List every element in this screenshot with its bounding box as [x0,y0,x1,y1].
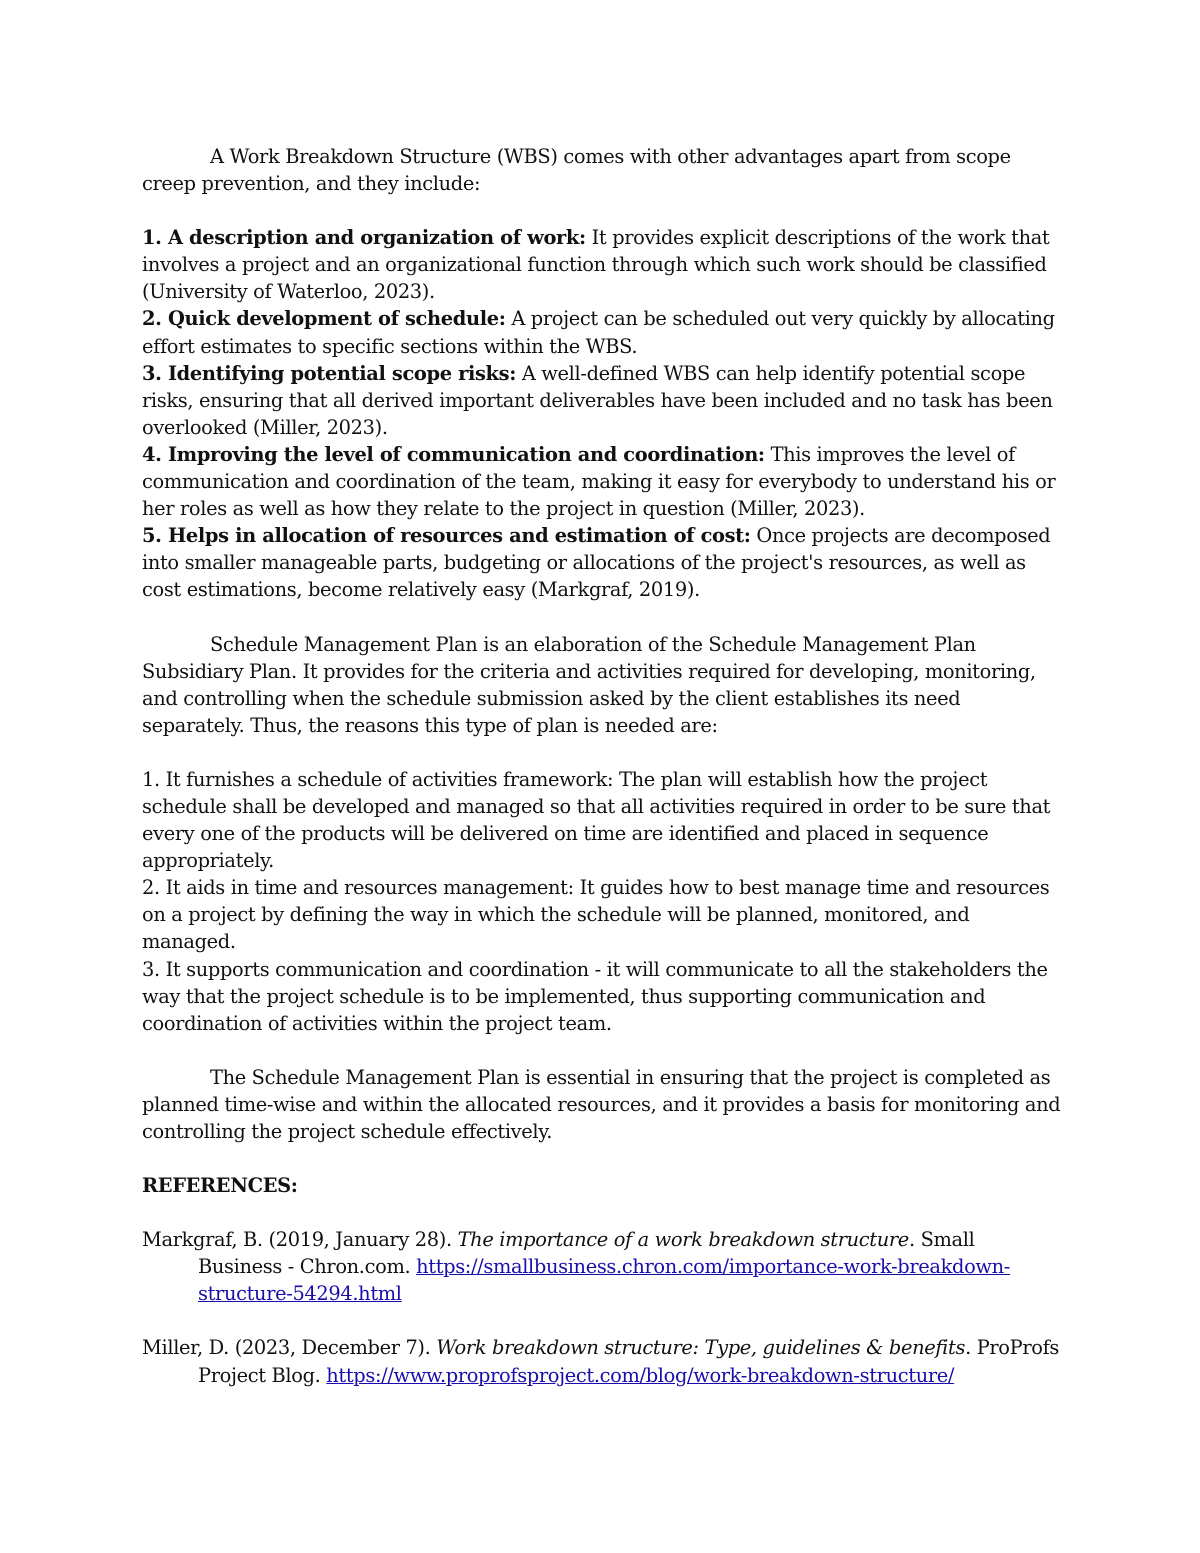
reference-source: . ProProfs Project Blog. [198,1336,1059,1387]
wbs-item-heading: 3. Identifying potential scope risks: [142,361,517,385]
wbs-item-text: Once projects are decomposed into smaller manageable parts, budgeting or allocations of the project's resources, as well as cost estimations, become relatively easy (Markgraf, 2019). [142,524,1051,602]
intro-paragraph: A Work Breakdown Structure (WBS) comes with other advantages apart from scope creep prevention, and they include: [142,145,1011,196]
schedule-plan-intro: Schedule Management Plan is an elaboration of the Schedule Management Plan Subsidiary Plan. It provides for the criteria and activities required for developing, monitoring, and controlling when the schedule submission asked by the client establishes its need separately. Thus, the reasons this type of plan is needed are: [142,632,1036,737]
wbs-item-heading: 4. Improving the level of communication and coordination: [142,442,765,466]
reference-link[interactable]: https://www.proprofsproject.com/blog/work-breakdown-structure/ [326,1363,955,1387]
conclusion-paragraph: The Schedule Management Plan is essential in ensuring that the project is completed as planned time-wise and within the allocated resources, and it provides a basis for monitoring and controlling the project schedule effectively. [142,1065,1061,1143]
wbs-item-text: A well-defined WBS can help identify potential scope risks, ensuring that all derived important deliverables have been included and no task has been overlooked (Miller, 2023). [142,361,1053,439]
reason-item: 2. It aids in time and resources management: It guides how to best manage time and resources on a project by defining the way in which the schedule will be planned, monitored, and managed. [142,876,1050,954]
wbs-item [142,360,1062,441]
wbs-item [142,224,1062,305]
spacer [142,1199,1062,1226]
wbs-item-heading: 2. Quick development of schedule: [142,307,506,331]
reference-title: Work breakdown structure: Type, guidelines & benefits [436,1336,966,1360]
reference-lead: Miller, D. (2023, December 7). [142,1336,437,1360]
reason-item: 3. It supports communication and coordination - it will communicate to all the stakeholders the way that the project schedule is to be implemented, thus supporting communication and coordination of activities within the project team. [142,957,1048,1035]
reason-item: 1. It furnishes a schedule of activities framework: The plan will establish how the project schedule shall be developed and managed so that all activities required in order to be sure that every one of the products will be delivered on time are identified and placed in sequence appropriately. [142,767,1051,873]
spacer [142,197,1062,224]
reference-entry [142,1226,1062,1307]
spacer [142,1307,1062,1334]
document-page [142,143,1062,1389]
reference-lead: Markgraf, B. (2019, January 28). [142,1228,458,1252]
wbs-item [142,305,1062,359]
wbs-item-text: This improves the level of communication and coordination of the team, making it easy for everybody to understand his or her roles as well as how they relate to the project in question (Miller, 2023). [142,442,1056,521]
spacer [142,1037,1062,1064]
reference-entry [142,1334,1062,1388]
wbs-item [142,441,1062,522]
reference-source: . Small Business - Chron.com. [198,1228,975,1279]
wbs-advantages-list [142,224,1062,603]
reference-link[interactable]: https://smallbusiness.chron.com/importance-work-breakdown-structure-54294.html [198,1255,1010,1306]
spacer [142,604,1062,631]
spacer [142,1145,1062,1172]
wbs-item-heading: 5. Helps in allocation of resources and estimation of cost: [142,524,751,548]
wbs-item-heading: 1. A description and organization of work: [142,226,586,250]
wbs-item [142,522,1062,603]
references-heading: REFERENCES: [142,1174,298,1198]
schedule-plan-reasons-list [142,766,1062,1037]
wbs-item-text: It provides explicit descriptions of the work that involves a project and an organizational function through which such work should be classified (University of Waterloo, 2023). [142,226,1050,304]
wbs-item-text: A project can be scheduled out very quickly by allocating effort estimates to specific sections within the WBS. [142,307,1055,358]
spacer [142,739,1062,766]
reference-title: The importance of a work breakdown structure [457,1228,909,1252]
